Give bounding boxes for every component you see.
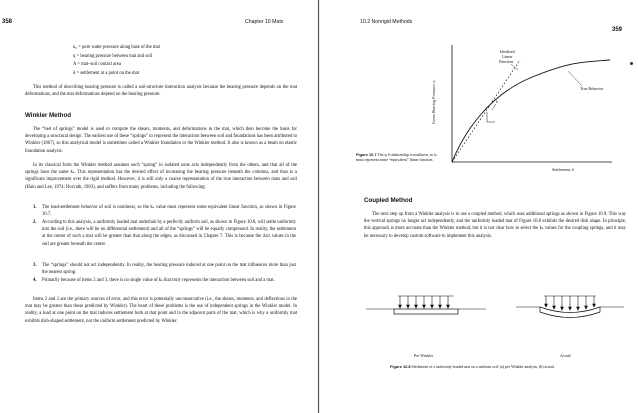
coupled-heading: Coupled Method — [364, 197, 413, 204]
spine-line — [318, 0, 319, 413]
left-page-number: 358 — [2, 19, 13, 25]
x-axis-label: Settlement, δ — [552, 167, 574, 172]
idealized-label: Idealized — [500, 49, 515, 54]
symbol-def: δ = settlement at a point on the mat — [73, 70, 140, 76]
left-page — [0, 0, 318, 413]
figure-10-8-caption: Figure 10.8 Settlement of a uniformly-loaded mat on a uniform soil: (a) per Winkler analysis, (b) actual. — [390, 364, 555, 369]
right-running-head: 10.2 Nonrigid Methods — [360, 19, 413, 25]
per-winkler-label: Per Winkler — [414, 353, 434, 358]
symbol-def: A = mat–soil contact area — [73, 62, 121, 68]
left-running-head: Chapter 10 Mats — [245, 19, 284, 25]
symbol-definitions — [73, 44, 160, 78]
list-item: 3. The “springs” should not act independently. In reality, the bearing pressure induced at one point on the mat influences more than just the nearest spring. — [33, 263, 296, 276]
slope-k-label: k — [496, 99, 498, 104]
coupled-paragraph: The next step up from a Winkler analysis is to use a coupled method, which uses additional springs as shown in Figure 10.9. This way the vertical springs no longer act independently, and the uniformly loaded mat of Figure 10.8 exhibits the desired dish shape. In principle, this approach is more accurate than the Winkler method, but it is not clear how to select the kₛ values for the coupling springs, and it may be necessary to develop custom software to implement this analysis. — [364, 212, 626, 239]
list-item: 1. The load-settlement behavior of soil is nonlinear, so the kₛ value must represent some equivalent linear function, as shown in Figure 10.7. — [33, 205, 296, 218]
right-page-number: 359 — [612, 27, 623, 33]
winkler-paragraph-1: The “bed of springs” model is used to compute the shears, moments, and deformations in the mat, which then become the basis for developing a structural design. The earliest use of these “springs” to represent the interaction between soil and foundations has been attributed to Winkler (1867), so this analytical model is sometimes called a Winkler foundation or the Winkler method. It also is known as a beam on elastic foundation analysis. — [25, 127, 297, 154]
intro-paragraph: This method of describing bearing pressure is called a soil-structure interaction analysis because the bearing pressure depends on the mat deformations, and the mat deformations depend on the bearing pressure. — [25, 85, 297, 98]
symbol-def: u₀ = pore water pressure along base of the mat — [73, 45, 160, 50]
load-arrows-a — [399, 296, 450, 308]
mat-a — [394, 309, 458, 314]
true-behavior-label: True Behavior — [580, 86, 604, 91]
load-arrows-b — [545, 296, 596, 310]
y-axis-label: Gross Bearing Pressure, q — [431, 80, 436, 124]
winkler-heading: Winkler Method — [25, 112, 72, 119]
list-item: 4. Primarily because of items 2 and 3, there is no single value of kₛ that truly represents the interaction between soil and a mat. — [33, 278, 275, 283]
figure-10-7-caption: Figure 10.7 The q-δ relationship is nonlinear, so kₛ must represent some “equivalent” linear function. — [356, 152, 438, 163]
list-item: 2. According to this analysis, a uniformly loaded mat underlain by a perfectly uniform soil, as shown in Figure 10.8, will settle uniformly into the soil (i.e., there will be no differential settlement) and all of the “springs” will be equally compressed. In reality, the settlement at the center of such a mat will be greater than that along the edges, as discussed in Chapter 7. This is because the Δσz values in the soil are greater beneath the center. — [33, 220, 296, 247]
linear-label: Linear — [502, 54, 513, 59]
figure-10-8-drawing — [320, 0, 638, 413]
winkler-paragraph-2: In its classical form the Winkler method assumes each “spring” in isolated zone acts independently from the others, and that all of the springs have the same kₛ. This representation has the desired effect of increasing the bearing pressure beneath the columns, and thus is a significant improvement over the rigid method. However, it is still only a coarse representation of the true interaction between mats and soil (Hain and Lee, 1974; Horvath, 1983), and suffers from many problems, including the following: — [25, 163, 297, 190]
page-edge-mark — [630, 62, 633, 65]
function-label: Function — [499, 59, 514, 64]
actual-label: Actual — [560, 353, 571, 358]
symbol-def: q = bearing pressure between mat and soil — [73, 53, 153, 59]
right-page — [320, 0, 638, 413]
winkler-paragraph-3: Items 2 and 3 are the primary sources of error, and this error is potentially unconservative (i.e., the shears, moments, and deflections in the mat may be greater than those predicted by Winkler). The heart of these problems is the use of independent springs in the Winkler model. In reality, a load at one point on the mat induces settlement both at that point and in the adjacent parts of the mat, which is why a uniformly mat exhibits dish-shaped settlement, not the uniform settlement predicted by Winkler. — [25, 297, 297, 324]
